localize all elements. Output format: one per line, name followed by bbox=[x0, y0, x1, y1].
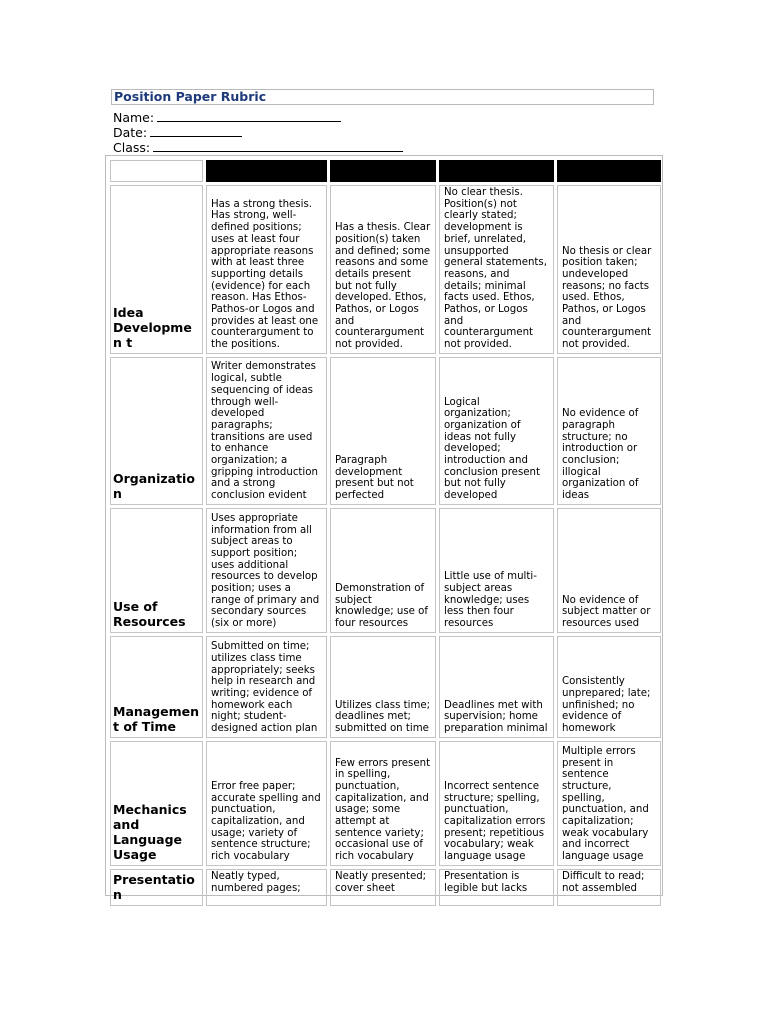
criterion-mechanics-language: Mechanics and Language Usage bbox=[110, 741, 203, 866]
rubric-cell: Consistently unprepared; late; unfinished; no evidence of homework bbox=[557, 636, 661, 738]
rubric-cell: Incorrect sentence structure; spelling, punctuation, capitalization errors present; repetitious vocabulary; weak language usage bbox=[439, 741, 554, 866]
header-cell-level-3 bbox=[439, 160, 554, 182]
rubric-cell: No evidence of subject matter or resources used bbox=[557, 508, 661, 633]
rubric-cell: No clear thesis. Position(s) not clearly stated; development is brief, unrelated, unsupported general statements, reasons, and details; minimal facts used. Ethos, Pathos, or Logos and counterargument not provided. bbox=[439, 185, 554, 354]
table-row bbox=[110, 357, 661, 505]
table-row bbox=[110, 185, 661, 354]
table-row bbox=[110, 869, 661, 906]
class-field bbox=[113, 140, 403, 155]
table-row bbox=[110, 741, 661, 866]
rubric-cell: No evidence of paragraph structure; no introduction or conclusion; illogical organization of ideas bbox=[557, 357, 661, 505]
name-blank-line bbox=[157, 111, 341, 122]
rubric-cell: Error free paper; accurate spelling and punctuation, capitalization, and usage; variety of sentence structure; rich vocabulary bbox=[206, 741, 327, 866]
rubric-cell: Writer demonstrates logical, subtle sequencing of ideas through well-developed paragraphs; transitions are used to enhance organization; a gripping introduction and a strong conclusion evident bbox=[206, 357, 327, 505]
header-cell-level-4 bbox=[557, 160, 661, 182]
criterion-management-of-time: Management of Time bbox=[110, 636, 203, 738]
rubric-cell: Utilizes class time; deadlines met; submitted on time bbox=[330, 636, 436, 738]
rubric-cell: Deadlines met with supervision; home preparation minimal bbox=[439, 636, 554, 738]
criterion-presentation: Presentation bbox=[110, 869, 203, 906]
criterion-use-of-resources: Use of Resources bbox=[110, 508, 203, 633]
rubric-cell: Submitted on time; utilizes class time appropriately; seeks help in research and writing; evidence of homework each night; student-designed action plan bbox=[206, 636, 327, 738]
rubric-cell: Multiple errors present in sentence structure, spelling, punctuation, and capitalization; weak vocabulary and incorrect language usage bbox=[557, 741, 661, 866]
header-cell-blank bbox=[110, 160, 203, 182]
rubric-table bbox=[107, 157, 664, 909]
header-cell-level-2 bbox=[330, 160, 436, 182]
title-box bbox=[111, 89, 654, 105]
rubric-cell: Difficult to read; not assembled bbox=[557, 869, 661, 906]
criterion-organization: Organization bbox=[110, 357, 203, 505]
table-row bbox=[110, 636, 661, 738]
rubric-cell: Paragraph development present but not perfected bbox=[330, 357, 436, 505]
rubric-cell: No thesis or clear position taken; undeveloped reasons; no facts used. Ethos, Pathos, or Logos and counterargument not provided. bbox=[557, 185, 661, 354]
rubric-cell: Neatly typed, numbered pages; bbox=[206, 869, 327, 906]
class-label: Class: bbox=[113, 140, 151, 155]
table-row bbox=[110, 508, 661, 633]
rubric-cell: Has a thesis. Clear position(s) taken and defined; some reasons and some details present but not fully developed. Ethos, Pathos, or Logos and counterargument not provided. bbox=[330, 185, 436, 354]
rubric-cell: Logical organization; organization of ideas not fully developed; introduction and conclusion present but not fully developed bbox=[439, 357, 554, 505]
class-blank-line bbox=[153, 141, 403, 152]
date-blank-line bbox=[150, 126, 242, 137]
rubric-table-frame bbox=[105, 155, 663, 902]
criterion-idea-development: Idea Developmen t bbox=[110, 185, 203, 354]
name-label: Name: bbox=[113, 110, 155, 125]
date-label: Date: bbox=[113, 125, 148, 140]
rubric-cell: Little use of multi-subject areas knowledge; uses less then four resources bbox=[439, 508, 554, 633]
rubric-cell: Uses appropriate information from all subject areas to support position; uses additional resources to develop position; uses a range of primary and secondary sources (six or more) bbox=[206, 508, 327, 633]
document-title: Position Paper Rubric bbox=[114, 89, 267, 104]
rubric-cell: Presentation is legible but lacks bbox=[439, 869, 554, 906]
rubric-cell: Demonstration of subject knowledge; use of four resources bbox=[330, 508, 436, 633]
header-cell-level-1 bbox=[206, 160, 327, 182]
rubric-cell: Has a strong thesis. Has strong, well-defined positions; uses at least four appropriate reasons with at least three supporting details (evidence) for each reason. Has Ethos-Pathos-or Logos and provides at least one counterargument to the positions. bbox=[206, 185, 327, 354]
rubric-header-row bbox=[110, 160, 661, 182]
name-field bbox=[113, 110, 341, 125]
rubric-cell: Neatly presented; cover sheet bbox=[330, 869, 436, 906]
date-field bbox=[113, 125, 242, 140]
rubric-cell: Few errors present in spelling, punctuation, capitalization, and usage; some attempt at sentence variety; occasional use of rich vocabulary bbox=[330, 741, 436, 866]
